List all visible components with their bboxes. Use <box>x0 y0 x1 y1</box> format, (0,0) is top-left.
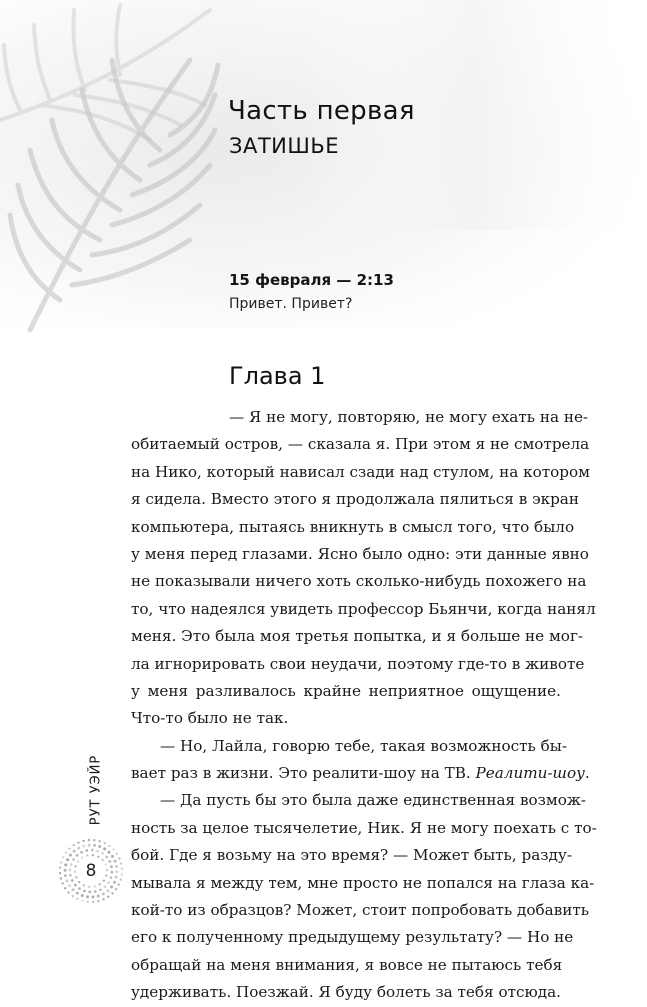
text-line: ла игнорировать свои неудачи, поэтому где-то в животе <box>131 654 585 673</box>
text-line: обитаемый остров, — сказала я. При этом я не смотрела <box>131 435 590 454</box>
part-title: Часть первая <box>228 96 415 126</box>
text-line: — Да пусть бы это была даже единственная возмож- <box>160 791 586 810</box>
text-line: — Но, Лайла, говорю тебе, такая возможность бы- <box>160 736 567 755</box>
page-number-badge <box>56 836 126 906</box>
chapter-body-text <box>131 404 597 1007</box>
text-line: обращай на меня внимания, я вовсе не пытаюсь тебя <box>131 955 563 974</box>
emphasis-text: Реалити-шоу <box>475 764 585 783</box>
text-line: — Я не могу, повторяю, не могу ехать на не- <box>229 408 589 426</box>
epigraph-message: Привет. Привет? <box>229 296 353 312</box>
text-line: не показывали ничего хоть сколько-нибудь похожего на <box>131 572 587 591</box>
running-head-author <box>66 740 126 840</box>
part-subtitle: ЗАТИШЬЕ <box>229 134 339 158</box>
text-line: компьютера, пытаясь вникнуть в смысл того, что было <box>131 517 575 536</box>
text-line: я сидела. Вместо этого я продолжала пялиться в экран <box>131 490 579 509</box>
text-line-part: вает раз в жизни. Это реалити-шоу на ТВ. <box>131 764 471 783</box>
author-name: РУТ УЭЙР <box>88 754 104 826</box>
page-number: 8 <box>85 861 97 881</box>
text-line: его к полученному предыдущему результату? — Но не <box>131 928 574 947</box>
text-line <box>131 760 590 787</box>
text-line: Что-то было не так. <box>131 709 289 728</box>
epigraph-date: 15 февраля — 2:13 <box>229 271 394 289</box>
palm-leaf-shadow-decoration <box>0 0 647 340</box>
text-line: удерживать. Поезжай. Я буду болеть за тебя отсюда. <box>131 983 561 1002</box>
text-line: кой-то из образцов? Может, стоит попробовать добавить <box>131 901 590 920</box>
text-line: меня. Это была моя третья попытка, и я больше не мог- <box>131 627 584 646</box>
text-line: у меня перед глазами. Ясно было одно: эти данные явно <box>131 544 589 563</box>
text-line: бой. Где я возьму на это время? — Может быть, разду- <box>131 846 572 865</box>
text-line: то, что надеялся увидеть профессор Бьянчи, когда нанял <box>131 599 596 618</box>
text-line: мывала я между тем, мне просто не попался на глаза ка- <box>131 873 595 892</box>
chapter-title: Глава 1 <box>229 362 326 390</box>
text-line: ность за целое тысячелетие, Ник. Я не могу поехать с то- <box>131 818 597 837</box>
text-line: у меня разливалось крайне неприятное ощущение. <box>131 681 561 700</box>
text-line: на Нико, который нависал сзади над стулом, на котором <box>131 462 590 481</box>
text-line-part: . <box>584 764 590 783</box>
